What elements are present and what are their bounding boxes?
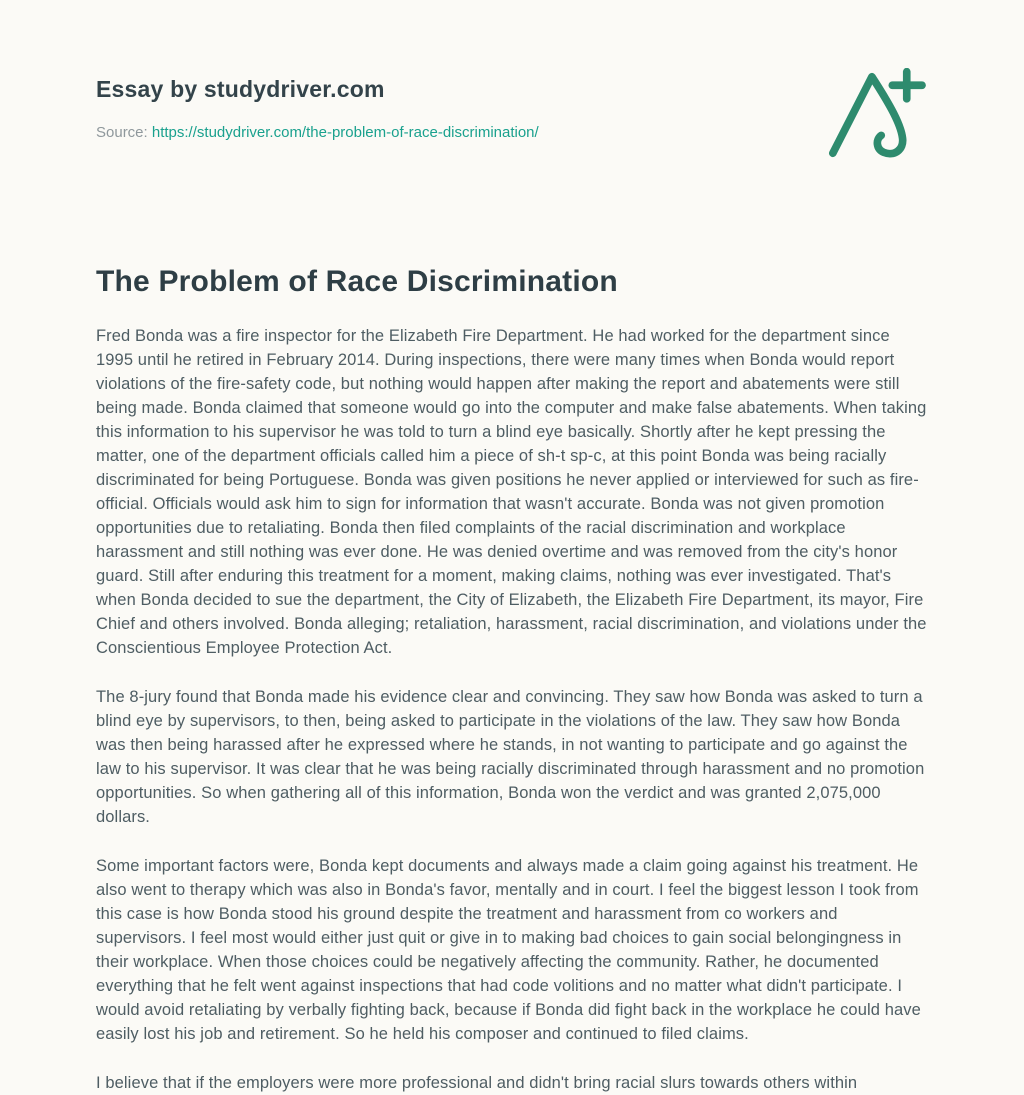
article-title: The Problem of Race Discrimination (96, 265, 618, 298)
page-header (96, 76, 928, 167)
studydriver-logo-icon (826, 68, 928, 167)
source-link[interactable]: https://studydriver.com/the-problem-of-race-discrimination/ (151, 124, 539, 141)
header-text-block (96, 76, 539, 141)
essay-article (96, 265, 928, 1095)
essay-paragraph-1: Fred Bonda was a fire inspector for the Elizabeth Fire Department. He had worked for the department since 1995 until he retired in February 2014. During inspections, there were many times when Bonda would report violations of the fire-safety code, but nothing would happen after making the report and abatements were still being made. Bonda claimed that someone would go into the computer and make false abatements. When taking this information to his supervisor he was told to turn a blind eye basically. Shortly after he kept pressing the matter, one of the department officials called him a piece of sh-t sp-c, at this point Bonda was being racially discriminated for being Portuguese. Bonda was given positions he never applied or interviewed for such as fire-official. Officials would ask him to sign for information that wasn't accurate. Bonda was not given promotion opportunities due to retaliating. Bonda then filed complaints of the racial discrimination and workplace harassment and still nothing was ever done. He was denied overtime and was removed from the city's honor guard. Still after enduring this treatment for a moment, making claims, nothing was ever investigated. That's when Bonda decided to sue the department, the City of Elizabeth, the Elizabeth Fire Department, its mayor, Fire Chief and others involved. Bonda alleging; retaliation, harassment, racial discrimination, and violations under the Conscientious Employee Protection Act. (96, 327, 927, 657)
essay-paragraph-2: The 8-jury found that Bonda made his evidence clear and convincing. They saw how Bonda was asked to turn a blind eye by supervisors, to then, being asked to participate in the violations of the law. They saw how Bonda was then being harassed after he expressed where he stands, in not wanting to participate and go against the law to his supervisor. It was clear that he was being racially discriminated through harassment and no promotion opportunities. So when gathering all of this information, Bonda won the verdict and was granted 2,075,000 dollars. (96, 688, 925, 826)
source-label: Source: (96, 124, 148, 141)
source-line (96, 124, 539, 141)
site-title: Essay by studydriver.com (96, 76, 385, 102)
essay-paragraph-4: I believe that if the employers were more professional and didn't bring racial slurs towards others within (96, 1074, 858, 1092)
essay-paragraph-3: Some important factors were, Bonda kept documents and always made a claim going against his treatment. He also went to therapy which was also in Bonda's favor, mentally and in court. I feel the biggest lesson I took from this case is how Bonda stood his ground despite the treatment and harassment from co workers and supervisors. I feel most would either just quit or give in to making bad choices to gain social belongingness in their workplace. When those choices could be negatively affecting the community. Rather, he documented everything that he felt went against inspections that had code volitions and no matter what didn't participate. I would avoid retaliating by verbally fighting back, because if Bonda did fight back in the workplace he could have easily lost his job and retirement. So he held his composer and continued to filed claims. (96, 857, 921, 1043)
